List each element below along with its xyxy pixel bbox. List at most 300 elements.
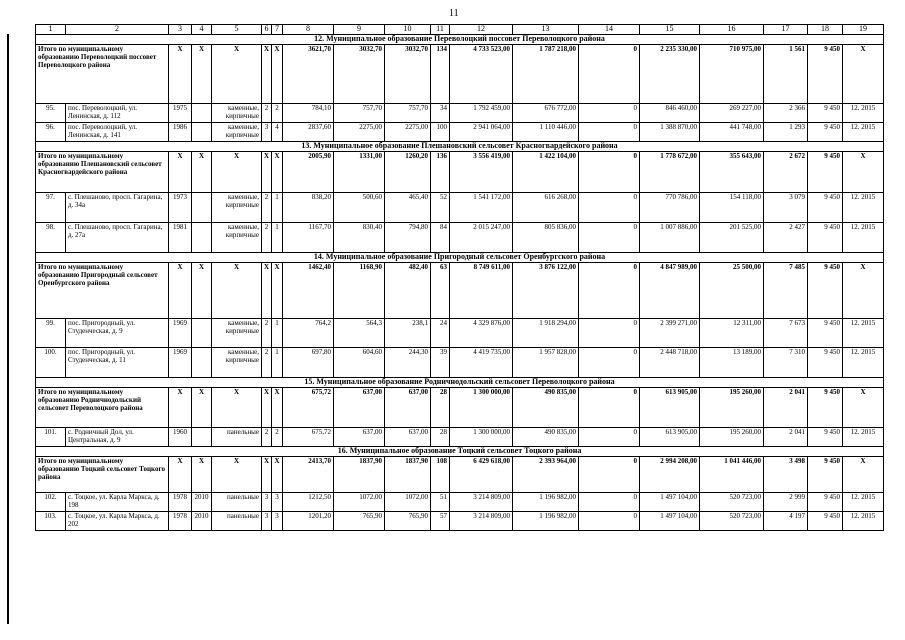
value-cell: 613 905,00 [640, 428, 700, 447]
total-cell: 490 835,00 [513, 388, 579, 428]
total-cell: X [272, 152, 283, 193]
value-cell: 9 450 [808, 493, 843, 512]
total-cell: 195 260,00 [700, 388, 764, 428]
entrances-count: 2 [272, 428, 283, 447]
total-cell: X [843, 457, 884, 493]
value-cell: 57 [431, 512, 450, 531]
value-cell: 0 [579, 319, 640, 348]
value-cell: 616 268,00 [513, 193, 579, 223]
entrances-count: 3 [272, 493, 283, 512]
value-cell: 0 [579, 193, 640, 223]
year-built: 1960 [169, 428, 192, 447]
value-cell: 676 772,00 [513, 104, 579, 123]
total-cell: X [843, 388, 884, 428]
total-cell: X [843, 45, 884, 104]
house-address: с. Плешаново, просп. Гагарина, д. 27а [66, 223, 169, 253]
column-number: 16 [700, 25, 764, 35]
total-cell: 2 393 964,00 [513, 457, 579, 493]
value-cell: 770 786,00 [640, 193, 700, 223]
value-cell: 765,90 [385, 512, 431, 531]
year-renovated [192, 319, 212, 348]
total-cell: 637,00 [385, 388, 431, 428]
value-cell: 500,60 [334, 193, 385, 223]
row-number: 99. [36, 319, 66, 348]
value-cell: 269 227,00 [700, 104, 764, 123]
row-number: 103. [36, 512, 66, 531]
column-number: 10 [385, 25, 431, 35]
column-number: 15 [640, 25, 700, 35]
value-cell: 1 918 294,00 [513, 319, 579, 348]
total-cell: 63 [431, 263, 450, 319]
value-cell: 3 079 [764, 193, 808, 223]
wall-material: каменные, кирпичные [212, 104, 262, 123]
value-cell: 24 [431, 319, 450, 348]
row-number: 101. [36, 428, 66, 447]
total-cell: X [169, 45, 192, 104]
total-row [36, 263, 884, 319]
wall-material: каменные, кирпичные [212, 193, 262, 223]
year-built: 1969 [169, 348, 192, 378]
total-row [36, 152, 884, 193]
total-cell: 2 041 [764, 388, 808, 428]
section-heading-row [36, 35, 884, 45]
floors-count: 3 [262, 512, 272, 531]
value-cell: 830,40 [334, 223, 385, 253]
section-title: 15. Муниципальное образование Родничнодольский сельсовет Переволоцкого района [36, 378, 884, 388]
value-cell: 1072,00 [334, 493, 385, 512]
value-cell: 794,80 [385, 223, 431, 253]
total-cell: 355 643,00 [700, 152, 764, 193]
column-number: 6 [262, 25, 272, 35]
value-cell: 244,30 [385, 348, 431, 378]
total-cell: 3 876 122,00 [513, 263, 579, 319]
completion-date: 12. 2015 [843, 428, 884, 447]
section-title: 12. Муниципальное образование Переволоцкий поссовет Переволоцкого района [36, 35, 884, 45]
row-number: 98. [36, 223, 66, 253]
floors-count: 2 [262, 428, 272, 447]
value-cell: 784,10 [283, 104, 334, 123]
entrances-count: 1 [272, 319, 283, 348]
table-row [36, 104, 884, 123]
column-number: 4 [192, 25, 212, 35]
year-renovated: 2010 [192, 512, 212, 531]
total-cell: X [192, 45, 212, 104]
total-cell: 0 [579, 457, 640, 493]
total-label: Итого по муниципальному образованию Пригородный сельсовет Оренбургского района [36, 263, 169, 319]
value-cell: 9 450 [808, 428, 843, 447]
total-cell: X [169, 152, 192, 193]
total-cell: X [169, 388, 192, 428]
total-cell: 613 905,00 [640, 388, 700, 428]
total-cell: 1837,90 [385, 457, 431, 493]
value-cell: 520 723,00 [700, 512, 764, 531]
value-cell: 1167,70 [283, 223, 334, 253]
value-cell: 13 189,00 [700, 348, 764, 378]
column-number: 3 [169, 25, 192, 35]
column-number: 12 [450, 25, 513, 35]
total-cell: X [262, 152, 272, 193]
value-cell: 9 450 [808, 348, 843, 378]
total-cell: 2005,90 [283, 152, 334, 193]
value-cell: 28 [431, 428, 450, 447]
row-number: 97. [36, 193, 66, 223]
total-cell: 9 450 [808, 152, 843, 193]
floors-count: 3 [262, 493, 272, 512]
value-cell: 9 450 [808, 193, 843, 223]
value-cell: 637,00 [334, 428, 385, 447]
total-cell: 1260,20 [385, 152, 431, 193]
total-cell: X [843, 263, 884, 319]
column-number: 19 [843, 25, 884, 35]
house-address: с. Тоцкое, ул. Карла Маркса, д. 202 [66, 512, 169, 531]
total-cell: 2 994 208,00 [640, 457, 700, 493]
total-cell: X [192, 388, 212, 428]
value-cell: 195 260,00 [700, 428, 764, 447]
page-number: 11 [449, 8, 459, 19]
section-title: 14. Муниципальное образование Пригородный сельсовет Оренбургского района [36, 253, 884, 263]
column-number-row [36, 25, 884, 35]
value-cell: 9 450 [808, 512, 843, 531]
house-address: пос. Переволоцкий, ул. Ленинская, д. 141 [66, 123, 169, 142]
column-number: 5 [212, 25, 262, 35]
total-cell: 0 [579, 152, 640, 193]
wall-material: каменные, кирпичные [212, 348, 262, 378]
column-number: 9 [334, 25, 385, 35]
total-cell: 1 300 000,00 [450, 388, 513, 428]
value-cell: 1 293 [764, 123, 808, 142]
house-address: пос. Переволоцкий, ул. Ленинская, д. 112 [66, 104, 169, 123]
total-cell: 3032,70 [385, 45, 431, 104]
total-cell: 1 041 446,00 [700, 457, 764, 493]
table-row [36, 319, 884, 348]
value-cell: 12 311,00 [700, 319, 764, 348]
wall-material: панельные [212, 428, 262, 447]
total-cell: X [212, 45, 262, 104]
total-cell: 108 [431, 457, 450, 493]
total-cell: 9 450 [808, 388, 843, 428]
total-cell: 1 561 [764, 45, 808, 104]
value-cell: 1 792 459,00 [450, 104, 513, 123]
column-number: 2 [66, 25, 169, 35]
value-cell: 441 748,00 [700, 123, 764, 142]
total-cell: 9 450 [808, 457, 843, 493]
value-cell: 637,00 [385, 428, 431, 447]
value-cell: 7 310 [764, 348, 808, 378]
total-cell: 6 429 618,00 [450, 457, 513, 493]
total-cell: 2413,70 [283, 457, 334, 493]
total-cell: 0 [579, 388, 640, 428]
column-number: 13 [513, 25, 579, 35]
entrances-count: 2 [272, 104, 283, 123]
total-row [36, 45, 884, 104]
value-cell: 805 836,00 [513, 223, 579, 253]
total-cell: 2 235 330,00 [640, 45, 700, 104]
total-label: Итого по муниципальному образованию Тоцкий сельсовет Тоцкого района [36, 457, 169, 493]
total-cell: 1331,00 [334, 152, 385, 193]
value-cell: 0 [579, 223, 640, 253]
value-cell: 2 366 [764, 104, 808, 123]
floors-count: 2 [262, 319, 272, 348]
value-cell: 4 197 [764, 512, 808, 531]
total-row [36, 388, 884, 428]
value-cell: 2275,00 [385, 123, 431, 142]
value-cell: 2275,00 [334, 123, 385, 142]
total-cell: X [212, 388, 262, 428]
total-row [36, 457, 884, 493]
wall-material: панельные [212, 493, 262, 512]
section-heading-row [36, 253, 884, 263]
value-cell: 1 300 000,00 [450, 428, 513, 447]
table-row [36, 123, 884, 142]
total-cell: 7 485 [764, 263, 808, 319]
total-cell: 0 [579, 263, 640, 319]
value-cell: 1 957 828,00 [513, 348, 579, 378]
value-cell: 846 460,00 [640, 104, 700, 123]
completion-date: 12. 2015 [843, 348, 884, 378]
value-cell: 201 525,00 [700, 223, 764, 253]
total-cell: 3032,70 [334, 45, 385, 104]
value-cell: 765,90 [334, 512, 385, 531]
total-label: Итого по муниципальному образованию Родничнодольский сельсовет Переволоцкого района [36, 388, 169, 428]
row-number: 100. [36, 348, 66, 378]
completion-date: 12. 2015 [843, 319, 884, 348]
value-cell: 0 [579, 493, 640, 512]
value-cell: 7 673 [764, 319, 808, 348]
year-renovated [192, 428, 212, 447]
column-number: 14 [579, 25, 640, 35]
value-cell: 39 [431, 348, 450, 378]
value-cell: 564,3 [334, 319, 385, 348]
value-cell: 9 450 [808, 123, 843, 142]
section-title: 13. Муниципальное образование Плешановский сельсовет Красногвардейского района [36, 142, 884, 152]
value-cell: 2837,60 [283, 123, 334, 142]
total-cell: 28 [431, 388, 450, 428]
total-cell: 134 [431, 45, 450, 104]
row-number: 96. [36, 123, 66, 142]
total-cell: X [169, 457, 192, 493]
total-cell: 25 500,00 [700, 263, 764, 319]
value-cell: 0 [579, 428, 640, 447]
value-cell: 1 007 886,00 [640, 223, 700, 253]
total-cell: X [169, 263, 192, 319]
section-heading-row [36, 447, 884, 457]
total-cell: 9 450 [808, 263, 843, 319]
value-cell: 520 723,00 [700, 493, 764, 512]
row-number: 102. [36, 493, 66, 512]
table-row [36, 493, 884, 512]
total-cell: 482,40 [385, 263, 431, 319]
column-number: 8 [283, 25, 334, 35]
total-cell: 1462,40 [283, 263, 334, 319]
total-cell: X [272, 457, 283, 493]
value-cell: 3 214 809,00 [450, 512, 513, 531]
table-row [36, 428, 884, 447]
total-cell: X [262, 263, 272, 319]
value-cell: 34 [431, 104, 450, 123]
floors-count: 2 [262, 223, 272, 253]
wall-material: каменные, кирпичные [212, 223, 262, 253]
house-address: с. Родничный Дол, ул. Центральная, д. 9 [66, 428, 169, 447]
value-cell: 1 541 172,00 [450, 193, 513, 223]
total-label: Итого по муниципальному образованию Плешановский сельсовет Красногвардейского района [36, 152, 169, 193]
value-cell: 1212,50 [283, 493, 334, 512]
total-cell: 0 [579, 45, 640, 104]
value-cell: 2 399 271,00 [640, 319, 700, 348]
total-cell: 9 450 [808, 45, 843, 104]
total-cell: 4 847 989,00 [640, 263, 700, 319]
table-row [36, 223, 884, 253]
value-cell: 2 041 [764, 428, 808, 447]
entrances-count: 1 [272, 348, 283, 378]
entrances-count: 1 [272, 193, 283, 223]
value-cell: 838,20 [283, 193, 334, 223]
completion-date: 12. 2015 [843, 223, 884, 253]
column-number: 11 [431, 25, 450, 35]
value-cell: 1 388 870,00 [640, 123, 700, 142]
value-cell: 604,60 [334, 348, 385, 378]
column-number: 18 [808, 25, 843, 35]
total-cell: 1 422 104,00 [513, 152, 579, 193]
entrances-count: 1 [272, 223, 283, 253]
year-renovated [192, 123, 212, 142]
value-cell: 0 [579, 348, 640, 378]
completion-date: 12. 2015 [843, 493, 884, 512]
value-cell: 1 196 982,00 [513, 512, 579, 531]
column-number: 17 [764, 25, 808, 35]
total-cell: 637,00 [334, 388, 385, 428]
value-cell: 100 [431, 123, 450, 142]
year-renovated: 2010 [192, 493, 212, 512]
year-built: 1978 [169, 512, 192, 531]
section-heading-row [36, 378, 884, 388]
total-cell: X [262, 457, 272, 493]
floors-count: 2 [262, 193, 272, 223]
completion-date: 12. 2015 [843, 193, 884, 223]
total-cell: X [192, 263, 212, 319]
total-cell: 3 556 419,00 [450, 152, 513, 193]
value-cell: 675,72 [283, 428, 334, 447]
total-cell: 1168,90 [334, 263, 385, 319]
column-number: 1 [36, 25, 66, 35]
section-title: 16. Муниципальное образование Тоцкий сельсовет Тоцкого района [36, 447, 884, 457]
total-cell: 710 975,00 [700, 45, 764, 104]
total-cell: X [272, 45, 283, 104]
year-built: 1975 [169, 104, 192, 123]
value-cell: 1072,00 [385, 493, 431, 512]
year-renovated [192, 348, 212, 378]
floors-count: 2 [262, 104, 272, 123]
value-cell: 4 329 876,00 [450, 319, 513, 348]
total-cell: 1 778 672,00 [640, 152, 700, 193]
year-renovated [192, 223, 212, 253]
house-address: с. Тоцкое, ул. Карла Маркса, д. 198 [66, 493, 169, 512]
binding-rule [7, 34, 9, 624]
value-cell: 490 835,00 [513, 428, 579, 447]
table-row [36, 193, 884, 223]
total-cell: X [272, 388, 283, 428]
value-cell: 84 [431, 223, 450, 253]
year-built: 1973 [169, 193, 192, 223]
value-cell: 2 448 718,00 [640, 348, 700, 378]
value-cell: 3 214 809,00 [450, 493, 513, 512]
value-cell: 1 497 104,00 [640, 512, 700, 531]
total-cell: X [192, 457, 212, 493]
value-cell: 1 110 446,00 [513, 123, 579, 142]
value-cell: 9 450 [808, 223, 843, 253]
value-cell: 51 [431, 493, 450, 512]
floors-count: 3 [262, 123, 272, 142]
total-cell: 2 672 [764, 152, 808, 193]
value-cell: 757,70 [385, 104, 431, 123]
value-cell: 2 941 064,00 [450, 123, 513, 142]
total-cell: 675,72 [283, 388, 334, 428]
register-table [35, 24, 884, 531]
total-cell: X [262, 388, 272, 428]
year-renovated [192, 104, 212, 123]
total-cell: X [843, 152, 884, 193]
year-renovated [192, 193, 212, 223]
house-address: пос. Пригородный, ул. Студенческая, д. 11 [66, 348, 169, 378]
entrances-count: 4 [272, 123, 283, 142]
entrances-count: 3 [272, 512, 283, 531]
total-cell: 1837,90 [334, 457, 385, 493]
value-cell: 4 419 735,00 [450, 348, 513, 378]
year-built: 1986 [169, 123, 192, 142]
completion-date: 12. 2015 [843, 512, 884, 531]
completion-date: 12. 2015 [843, 104, 884, 123]
completion-date: 12. 2015 [843, 123, 884, 142]
total-cell: 1 787 218,00 [513, 45, 579, 104]
value-cell: 697,80 [283, 348, 334, 378]
total-cell: X [192, 152, 212, 193]
table-row [36, 348, 884, 378]
row-number: 95. [36, 104, 66, 123]
total-cell: 4 733 523,00 [450, 45, 513, 104]
total-cell: X [262, 45, 272, 104]
total-cell: 8 749 611,00 [450, 263, 513, 319]
value-cell: 764,2 [283, 319, 334, 348]
value-cell: 9 450 [808, 319, 843, 348]
value-cell: 2 015 247,00 [450, 223, 513, 253]
value-cell: 2 999 [764, 493, 808, 512]
section-heading-row [36, 142, 884, 152]
total-cell: X [212, 457, 262, 493]
value-cell: 238,1 [385, 319, 431, 348]
total-cell: X [272, 263, 283, 319]
table-row [36, 512, 884, 531]
year-built: 1981 [169, 223, 192, 253]
year-built: 1969 [169, 319, 192, 348]
column-number: 7 [272, 25, 283, 35]
value-cell: 2 427 [764, 223, 808, 253]
floors-count: 2 [262, 348, 272, 378]
year-built: 1978 [169, 493, 192, 512]
house-address: пос. Пригородный, ул. Студенческая, д. 9 [66, 319, 169, 348]
total-cell: 3 498 [764, 457, 808, 493]
value-cell: 757,70 [334, 104, 385, 123]
value-cell: 0 [579, 104, 640, 123]
value-cell: 1 497 104,00 [640, 493, 700, 512]
value-cell: 0 [579, 512, 640, 531]
total-cell: 136 [431, 152, 450, 193]
total-cell: 3621,70 [283, 45, 334, 104]
total-cell: X [212, 263, 262, 319]
house-address: с. Плешаново, просп. Гагарина, д. 34а [66, 193, 169, 223]
value-cell: 52 [431, 193, 450, 223]
value-cell: 0 [579, 123, 640, 142]
value-cell: 154 118,00 [700, 193, 764, 223]
value-cell: 1201,20 [283, 512, 334, 531]
